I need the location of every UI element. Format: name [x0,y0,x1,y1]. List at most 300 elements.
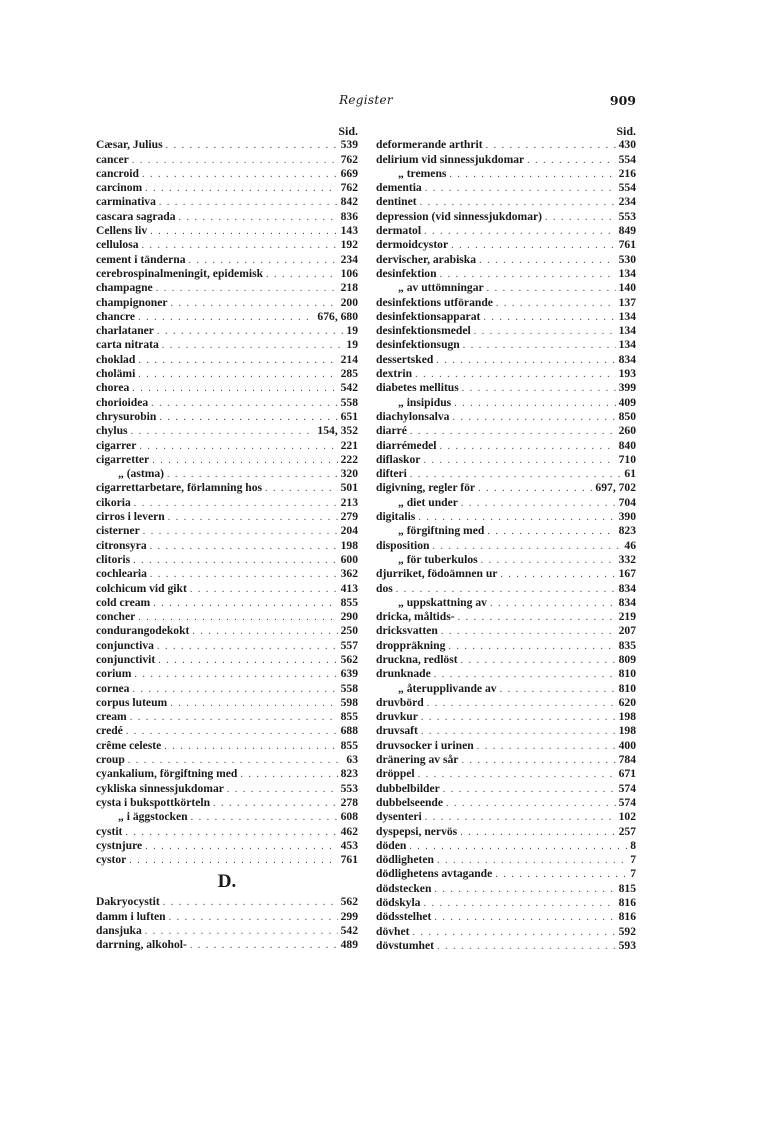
entry-pages: 140 [618,281,636,295]
dot-leader [440,440,616,454]
entry-pages: 850 [618,409,636,423]
entry-pages: 218 [340,281,358,295]
entry-term: cigarrer [96,438,137,452]
index-entry [96,396,358,410]
dot-leader [159,411,337,425]
dot-leader [545,211,616,225]
index-entry [96,753,358,767]
index-entry [376,796,636,810]
dot-leader [478,482,592,496]
entry-term: cement i tänderna [96,252,186,266]
entry-pages: 134 [618,338,636,352]
entry-pages: 192 [340,238,358,252]
entry-pages: 7 [630,853,636,867]
entry-pages: 669 [340,166,358,180]
entry-pages: 362 [340,567,358,581]
entry-term: „ tremens [398,166,447,180]
index-entry [96,381,358,395]
entry-term: carcinom [96,181,143,195]
entry-term: cochlearia [96,567,147,581]
entry-pages: 257 [618,824,636,838]
dot-leader [168,511,338,525]
index-entry [96,839,358,853]
index-entry [96,938,358,952]
dot-leader [169,911,338,925]
entry-pages: 836 [340,209,358,223]
entry-term: dementia [376,181,422,195]
entry-pages: 219 [618,610,636,624]
index-entry [96,796,358,810]
dot-leader [449,168,615,182]
dot-leader [164,740,337,754]
dot-leader [240,768,337,782]
entry-pages: 154, 352 [317,424,358,438]
entry-pages: 823 [618,524,636,538]
dot-leader [434,911,615,925]
index-entry [376,925,636,939]
entry-term: cigarrettarbetare, förlamning hos [96,481,263,495]
index-entry [96,338,358,352]
index-entry [376,610,636,624]
entry-pages: 198 [340,538,358,552]
entry-term: cancroid [96,166,139,180]
entry-term: cholämi [96,367,136,381]
entry-pages: 143 [340,224,358,238]
entry-term: digivning, regler för [376,481,476,495]
entry-pages: 557 [340,638,358,652]
entry-pages: 198 [618,710,636,724]
index-entry [376,867,636,881]
index-entry [376,653,636,667]
index-entry [376,782,636,796]
entry-term: diarré [376,424,407,438]
sid-label: Sid. [338,124,358,138]
dot-leader [448,640,615,654]
dot-leader [483,311,615,325]
entry-pages: 562 [340,895,358,909]
dot-leader [460,826,615,840]
index-entry [376,682,636,696]
entry-term: djurriket, födoämnen ur [376,567,498,581]
dot-leader [495,868,627,882]
dot-leader [125,826,337,840]
dot-leader [413,926,616,940]
entry-term: dessertsked [376,352,434,366]
index-entry [376,238,636,252]
entry-term: druvsaft [376,724,418,738]
index-entry [96,510,358,524]
entry-pages: 842 [340,195,358,209]
entry-term: chorioidea [96,395,149,409]
entry-pages: 234 [618,195,636,209]
entry-pages: 216 [618,166,636,180]
dot-leader [132,683,337,697]
entry-term: cystnjure [96,838,143,852]
entry-pages: 574 [618,795,636,809]
dot-leader [479,254,616,268]
dot-leader [145,840,337,854]
entry-pages: 697, 702 [595,481,636,495]
index-entry [96,195,358,209]
index-entry [376,696,636,710]
dot-leader [441,625,616,639]
dot-leader [423,897,615,911]
dot-leader [461,754,615,768]
entry-pages: 332 [618,552,636,566]
index-entry [96,210,358,224]
index-entry [376,510,636,524]
index-entry [96,924,358,938]
dot-leader [474,325,616,339]
entry-pages: 285 [340,367,358,381]
entry-pages: 574 [618,781,636,795]
index-entry [376,338,636,352]
entry-term: dos [376,581,393,595]
entry-term: cellulosa [96,238,139,252]
index-entry [376,424,636,438]
index-entry [376,367,636,381]
dot-leader [142,168,338,182]
entry-term: dränering av sår [376,753,459,767]
index-entry [376,195,636,209]
entry-pages: 855 [340,738,358,752]
entry-pages: 137 [618,295,636,309]
dot-leader [150,568,338,582]
entry-pages: 816 [618,910,636,924]
entry-term: dervischer, arabiska [376,252,477,266]
entry-term: „ insipidus [398,395,452,409]
entry-pages: 823 [340,767,358,781]
dot-leader [486,139,616,153]
index-entry [376,453,636,467]
index-entry [96,767,358,781]
entry-term: dentinet [376,195,417,209]
entry-pages: 834 [618,581,636,595]
index-entry [96,310,358,324]
entry-pages: 430 [618,138,636,152]
index-entry [376,324,636,338]
dot-leader [153,597,337,611]
entry-term: dröppel [376,767,415,781]
dot-leader [152,454,337,468]
entry-term: cirros i levern [96,510,165,524]
entry-term: dödlighetens avtagande [376,867,493,881]
index-entry [96,610,358,624]
entry-term: disposition [376,538,430,552]
index-entry [376,896,636,910]
index-entry [376,810,636,824]
entry-term: „ (astma) [118,467,165,481]
entry-pages: 762 [340,181,358,195]
entry-pages: 558 [340,395,358,409]
entry-pages: 214 [340,352,358,366]
entry-pages: 710 [618,452,636,466]
entry-term: „ diet under [398,495,458,509]
index-entry [96,367,358,381]
dot-leader [433,540,622,554]
index-entry [376,381,636,395]
entry-pages: 671 [618,767,636,781]
entry-pages: 761 [618,238,636,252]
entry-pages: 413 [340,581,358,595]
dot-leader [423,454,615,468]
index-entry [376,825,636,839]
dot-leader [421,725,616,739]
entry-term: choklad [96,352,136,366]
index-entry [96,153,358,167]
entry-term: dubbelseende [376,795,444,809]
entry-pages: 855 [340,595,358,609]
entry-term: dricksvatten [376,624,438,638]
entry-pages: 106 [340,266,358,280]
index-entry [96,682,358,696]
entry-term: dubbelbilder [376,781,440,795]
index-entry [96,138,358,152]
index-entry [96,667,358,681]
entry-term: cold cream [96,595,151,609]
entry-term: condurangodekokt [96,624,190,638]
entry-pages: 501 [340,481,358,495]
entry-pages: 61 [624,467,636,481]
index-entry [96,253,358,267]
entry-pages: 558 [340,681,358,695]
dot-leader [162,339,344,353]
dot-leader [415,368,616,382]
entry-pages: 542 [340,924,358,938]
index-entry [96,181,358,195]
entry-pages: 204 [340,524,358,538]
dot-leader [443,783,616,797]
entry-pages: 810 [618,681,636,695]
dot-leader [143,525,338,539]
dot-leader [266,268,338,282]
entry-term: digitalis [376,510,416,524]
entry-pages: 553 [340,781,358,795]
dot-leader [454,397,615,411]
entry-pages: 600 [340,552,358,566]
index-entry [376,853,636,867]
dot-leader [461,497,616,511]
entry-term: carta nitrata [96,338,159,352]
dot-leader [440,268,616,282]
entry-term: dextrin [376,367,413,381]
dot-leader [213,797,338,811]
index-entry [96,910,358,924]
entry-term: cyankalium, förgiftning med [96,767,238,781]
entry-term: diflaskor [376,452,421,466]
entry-term: dövstumhet [376,938,434,952]
dot-leader [166,139,338,153]
entry-term: desinfektionsugn [376,338,460,352]
entry-pages: 810 [618,667,636,681]
entry-term: charlataner [96,324,154,338]
entry-term: dödligheten [376,853,434,867]
entry-term: croup [96,753,125,767]
entry-pages: 299 [340,909,358,923]
dot-leader [425,811,616,825]
index-entry [96,696,358,710]
left-column [96,124,358,953]
entry-pages: 834 [618,595,636,609]
index-entry [376,524,636,538]
entry-pages: 290 [340,610,358,624]
index-entry [96,710,358,724]
dot-leader [436,354,615,368]
dot-leader [418,768,616,782]
dot-leader [179,211,338,225]
entry-term: drunknade [376,667,431,681]
dot-leader [139,440,337,454]
index-entry [376,667,636,681]
entry-pages: 815 [618,881,636,895]
index-entry [96,853,358,867]
index-entry [96,167,358,181]
entry-pages: 278 [340,795,358,809]
entry-term: cornea [96,681,130,695]
dot-leader [138,611,337,625]
index-entry [376,639,636,653]
entry-pages: 453 [340,838,358,852]
entry-pages: 620 [618,695,636,709]
entry-pages: 593 [618,938,636,952]
entry-term: dyspepsi, nervös [376,824,458,838]
entry-term: cystit [96,824,123,838]
index-entry [376,767,636,781]
entry-term: diachylonsalva [376,409,450,423]
index-entry [96,724,358,738]
entry-term: diarrémedel [376,438,437,452]
entry-term: concher [96,610,136,624]
entry-pages: 200 [340,295,358,309]
right-column [376,124,636,953]
dot-leader [420,196,616,210]
entry-term: depression (vid sinnessjukdomar) [376,209,542,223]
index-entry [376,882,636,896]
entry-term: droppräkning [376,638,446,652]
left-entry-list-d [96,895,358,952]
entry-term: döden [376,838,407,852]
entry-term: champignoner [96,295,168,309]
index-entry [376,739,636,753]
entry-pages: 390 [618,510,636,524]
dot-leader [171,297,338,311]
entry-term: champagne [96,281,153,295]
dot-leader [452,411,615,425]
dot-leader [446,797,616,811]
index-entry [376,753,636,767]
index-entry [96,895,358,909]
index-entry [96,810,358,824]
dot-leader [170,697,337,711]
dot-leader [418,511,615,525]
entry-pages: 63 [346,753,358,767]
entry-term: chrysurobin [96,409,157,423]
index-entry [96,524,358,538]
dot-leader [425,182,616,196]
entry-term: crême celeste [96,738,162,752]
index-entry [96,782,358,796]
dot-leader [434,883,615,897]
entry-term: dansjuka [96,924,142,938]
index-entry [376,353,636,367]
entry-pages: 562 [340,652,358,666]
index-entry [96,281,358,295]
entry-term: dricka, måltids- [376,610,455,624]
dot-leader [396,583,616,597]
dot-leader [138,354,337,368]
entry-pages: 320 [340,467,358,481]
entry-term: damm i luften [96,909,166,923]
index-entry [376,281,636,295]
entry-pages: 222 [340,452,358,466]
dot-leader [410,425,616,439]
index-entry [376,267,636,281]
dot-leader [151,397,337,411]
entry-pages: 608 [340,810,358,824]
dot-leader [477,740,616,754]
dot-leader [191,811,338,825]
running-title: Register [339,93,393,107]
entry-pages: 409 [618,395,636,409]
index-entry [96,825,358,839]
index-entry [376,138,636,152]
index-entry [96,353,358,367]
entry-pages: 554 [618,152,636,166]
index-entry [96,424,358,438]
entry-term: cascara sagrada [96,209,176,223]
entry-term: delirium vid sinnessjukdomar [376,152,525,166]
entry-term: cysta i bukspottkörteln [96,795,211,809]
entry-term: „ av uttömningar [398,281,484,295]
entry-term: chylus [96,424,128,438]
dot-leader [132,382,337,396]
dot-leader [156,282,338,296]
dot-leader [421,711,616,725]
index-entry [96,296,358,310]
entry-term: dermoidcystor [376,238,449,252]
dot-leader [434,668,616,682]
dot-leader [138,311,314,325]
entry-pages: 221 [340,438,358,452]
entry-term: cykliska sinnessjukdomar [96,781,224,795]
index-entry [376,181,636,195]
entry-pages: 809 [618,652,636,666]
dot-leader [424,225,616,239]
entry-term: cigarretter [96,452,150,466]
index-entry [376,153,636,167]
index-entry [376,310,636,324]
entry-term: dermatol [376,224,422,238]
entry-pages: 849 [618,224,636,238]
dot-leader [500,683,616,697]
dot-leader [462,382,616,396]
dot-leader [409,840,627,854]
dot-leader [437,854,627,868]
dot-leader [138,368,337,382]
entry-pages: 835 [618,638,636,652]
dot-leader [496,297,616,311]
entry-term: cikoria [96,495,131,509]
dot-leader [437,940,616,954]
entry-term: chorea [96,381,130,395]
dot-leader [190,583,338,597]
entry-term: dödskyla [376,896,421,910]
entry-pages: 761 [340,853,358,867]
index-entry [96,539,358,553]
entry-term: credé [96,724,123,738]
page-header [96,93,636,109]
entry-term: desinfektionsapparat [376,309,481,323]
